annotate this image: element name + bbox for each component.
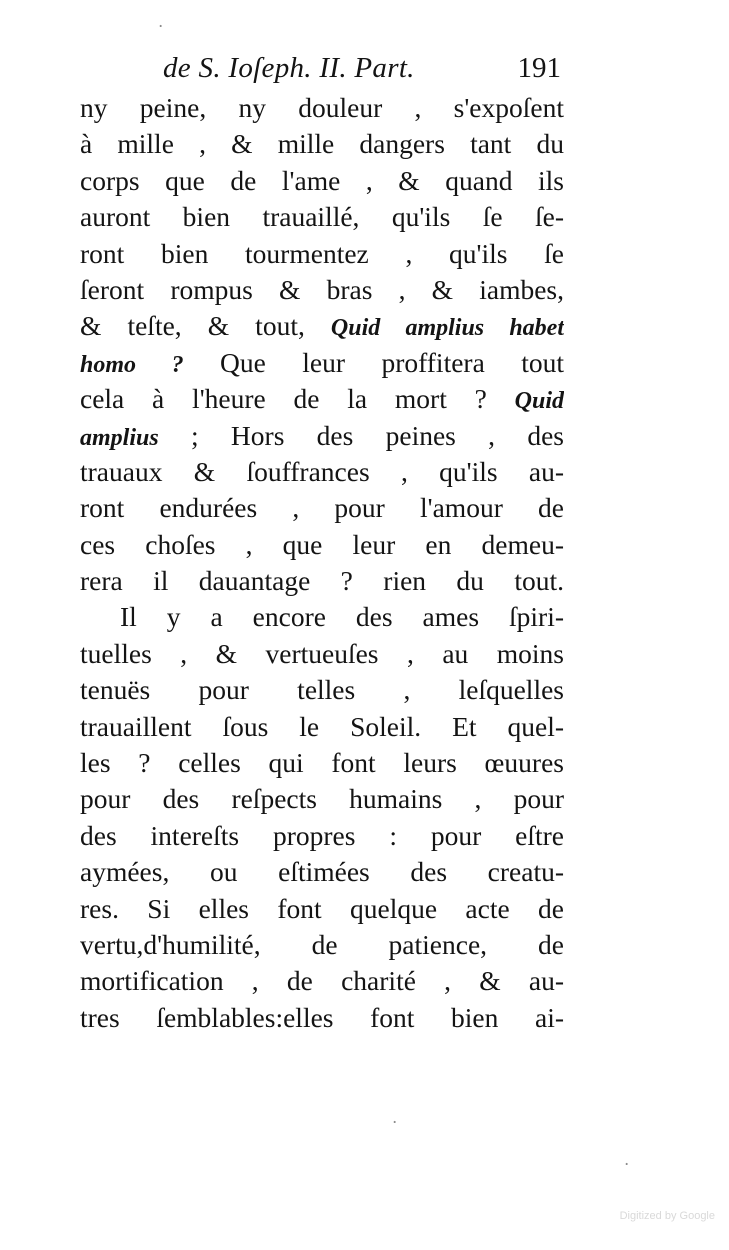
ink-speck: ․ (624, 1152, 630, 1169)
text-line: pour des reſpects humains , pour (80, 783, 564, 815)
watermark: Digitized by Google (619, 1210, 715, 1222)
latin-quote: homo ? (80, 351, 184, 378)
text-line: ces choſes , que leur en demeu- (80, 528, 564, 560)
text-line: vertu,d'humilité, de patience, de (80, 928, 564, 960)
text-line: res. Si elles font quelque acte de (80, 892, 564, 924)
text-line: rera il dauantage ? rien du tout. (80, 565, 564, 597)
text-line: tuelles , & vertueuſes , au moins (80, 637, 564, 669)
text-line: homo ? Que leur proffitera tout (80, 346, 564, 378)
text-line: les ? celles qui font leurs œuures (80, 747, 564, 779)
text-line: ront endurées , pour l'amour de (80, 492, 564, 524)
text-line: ny peine, ny douleur , s'expoſent (80, 92, 564, 123)
text-line: tres ſemblables:elles font bien ai- (80, 1001, 564, 1033)
paragraph-start-line: Il y a encore des ames ſpiri- (120, 601, 564, 633)
text-line: à mille , & mille dangers tant du (80, 128, 564, 160)
page-number: 191 (517, 52, 561, 84)
text-line: amplius ; Hors des peines , des (80, 419, 564, 451)
text-line: corps que de l'ame , & quand ils (80, 164, 564, 196)
text-line: mortification , de charité , & au- (80, 965, 564, 997)
text-line: tenuës pour telles , leſquelles (80, 674, 564, 706)
running-title: de S. Ioſeph. II. Part. (163, 52, 415, 84)
ink-speck: ․ (158, 14, 164, 31)
text-line: aymées, ou eſtimées des creatu- (80, 856, 564, 888)
text-line: auront bien trauaillé, qu'ils ſe ſe- (80, 201, 564, 233)
text-line: ſeront rompus & bras , & iambes, (80, 273, 564, 305)
body-text (80, 90, 564, 1036)
text-line: trauaux & ſouffrances , qu'ils au- (80, 455, 564, 487)
text-line: des intereſts propres : pour eſtre (80, 819, 564, 851)
latin-quote: Quid (514, 388, 564, 415)
text-line: cela à l'heure de la mort ? Quid (80, 383, 564, 415)
ink-speck: ․ (392, 1110, 398, 1127)
latin-quote: Quid amplius habet (330, 315, 564, 342)
text-line: trauaillent ſous le Soleil. Et quel- (80, 710, 564, 742)
latin-quote: amplius (80, 424, 159, 451)
text-line: ront bien tourmentez , qu'ils ſe (80, 237, 564, 269)
running-head (163, 52, 563, 92)
text-line: & teſte, & tout, Quid amplius habet (80, 310, 564, 342)
